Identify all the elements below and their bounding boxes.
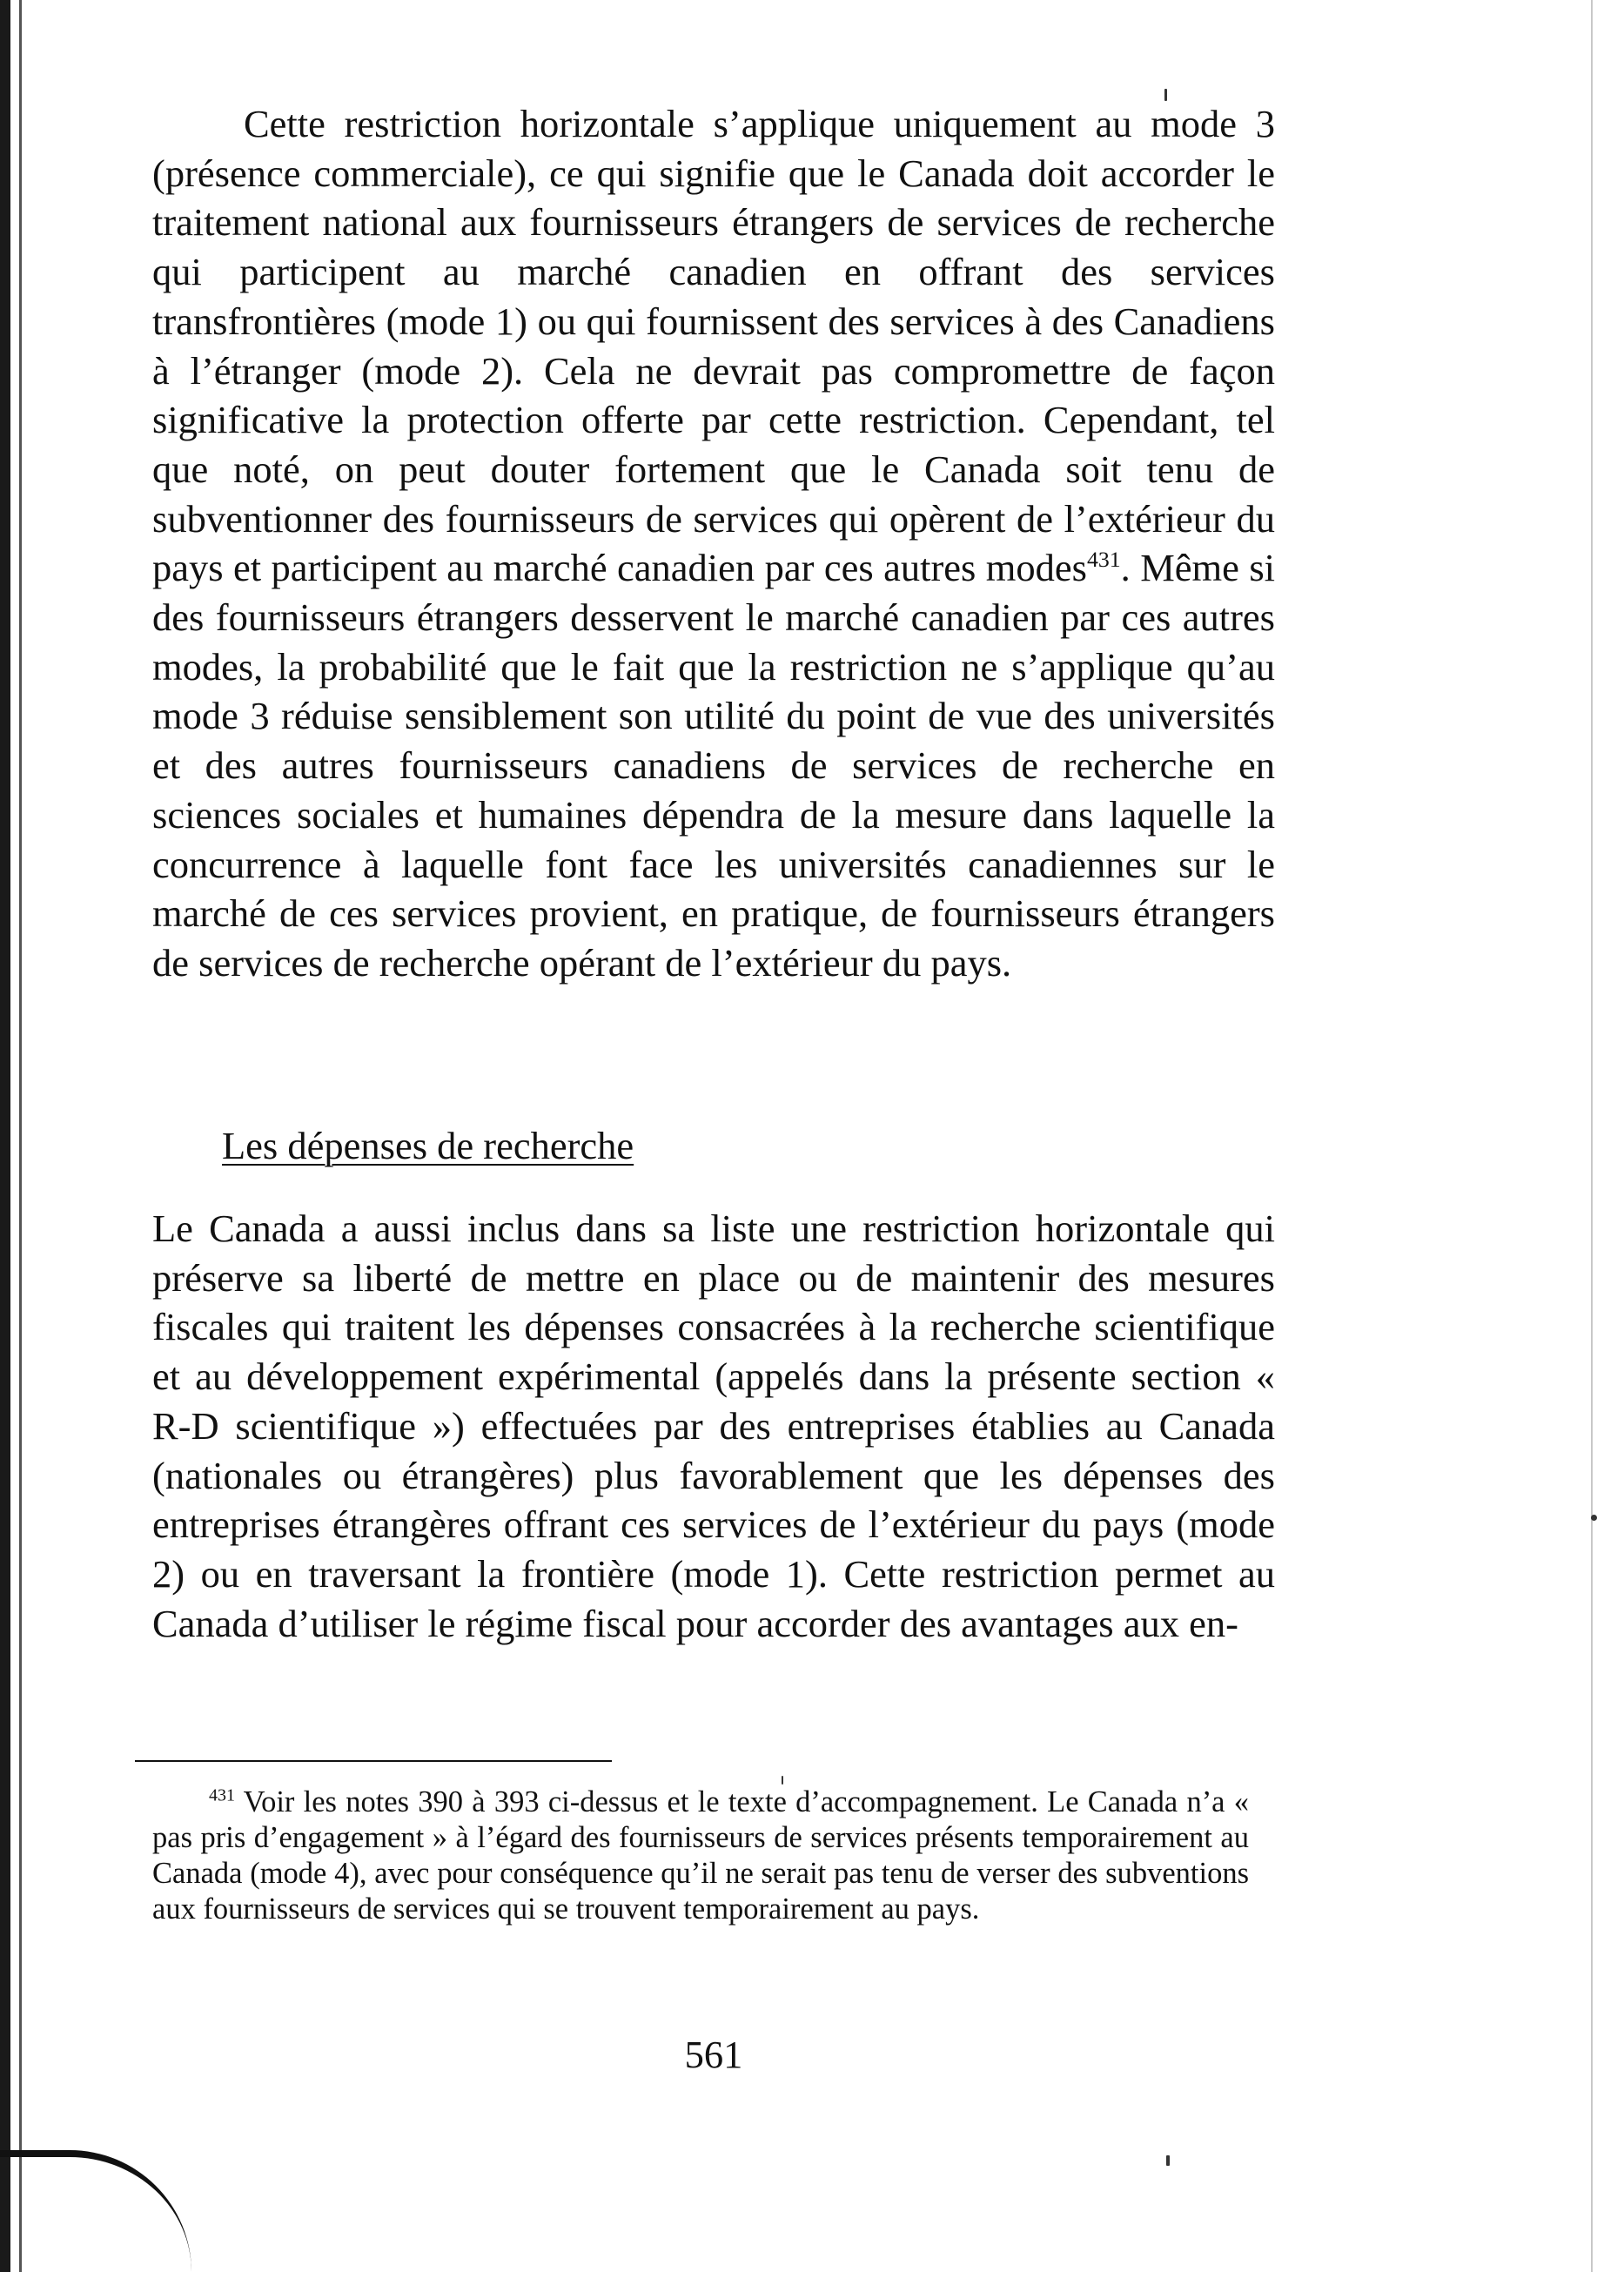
paragraph-1-text-a: Cette restriction horizontale s’applique uniquement au mode 3 (présence commerciale), ce qui signifie que le Canada doit accorder le traitement national aux fournisseurs étrangers de services de recherche qui participent au marché canadien en offrant des services transfrontières (mode 1) ou qui fournissent des services à des Canadiens à l’étranger (mode 2). Cela ne devrait pas compromettre de façon significative la protection offerte par cette restriction. Cependant, tel que noté, on peut douter fortement que le Canada soit tenu de subventionner des fournisseurs de services qui opèrent de l’extérieur du pays et participent au marché canadien par ces autres modes — [152, 102, 1275, 590]
binding-shadow — [19, 0, 22, 2272]
footnote-number: 431 — [209, 1785, 235, 1805]
scan-speck — [1591, 1515, 1597, 1521]
paragraph-1-text-b: . Même si des fournisseurs étrangers desservent le marché canadien par ces autres modes, la probabilité que le fait que la restriction ne s’applique qu’au mode 3 réduise sensiblement son utilité du point de vue des universités et des autres fournisseurs canadiens de services de recherche en sciences sociales et humaines dépendra de la mesure dans laquelle la concurrence à laquelle font face les universités canadiennes sur le marché de ces services provient, en pratique, de fournisseurs étrangers de services de recherche opérant de l’extérieur du pays. — [152, 546, 1276, 985]
footnote-text: Voir les notes 390 à 393 ci-dessus et le texte d’accompagnement. Le Canada n’a « pas pris d’engagement » à l’égard des fournisseurs de services présents temporairement au Canada (mode 4), avec pour conséquence qu’il ne serait pas tenu de verser des subventions aux fournisseurs de services qui se trouvent temporairement au pays. — [152, 1785, 1249, 1926]
footnote-431 — [152, 1785, 1249, 1927]
binding-edge — [0, 0, 10, 2272]
scan-speck — [1166, 2155, 1170, 2166]
footnote-reference-431[interactable]: 431 — [1086, 547, 1121, 573]
right-page-edge — [1591, 0, 1593, 2272]
page-number: 561 — [684, 2033, 743, 2076]
page-curl — [0, 2150, 191, 2272]
scan-speck — [1164, 89, 1167, 101]
body-paragraph-2: Le Canada a aussi inclus dans sa liste une restriction horizontale qui préserve sa liberté de mettre en place ou de maintenir des mesures fiscales qui traitent les dépenses consacrées à la recherche scientifique et au développement expérimental (appelés dans la présente section « R-D scientifique ») effectuées par des entreprises établies au Canada (nationales ou étrangères) plus favorablement que les dépenses des entreprises étrangères offrant ces services de l’extérieur du pays (mode 2) ou en traversant la frontière (mode 1). Cette restriction permet au Canada d’utiliser le régime fiscal pour accorder des avantages aux en- — [152, 1207, 1275, 1645]
scan-speck — [782, 1776, 783, 1785]
section-heading: Les dépenses de recherche — [222, 1124, 634, 1167]
body-paragraph-1 — [152, 99, 1275, 988]
footnote-separator — [135, 1760, 612, 1762]
